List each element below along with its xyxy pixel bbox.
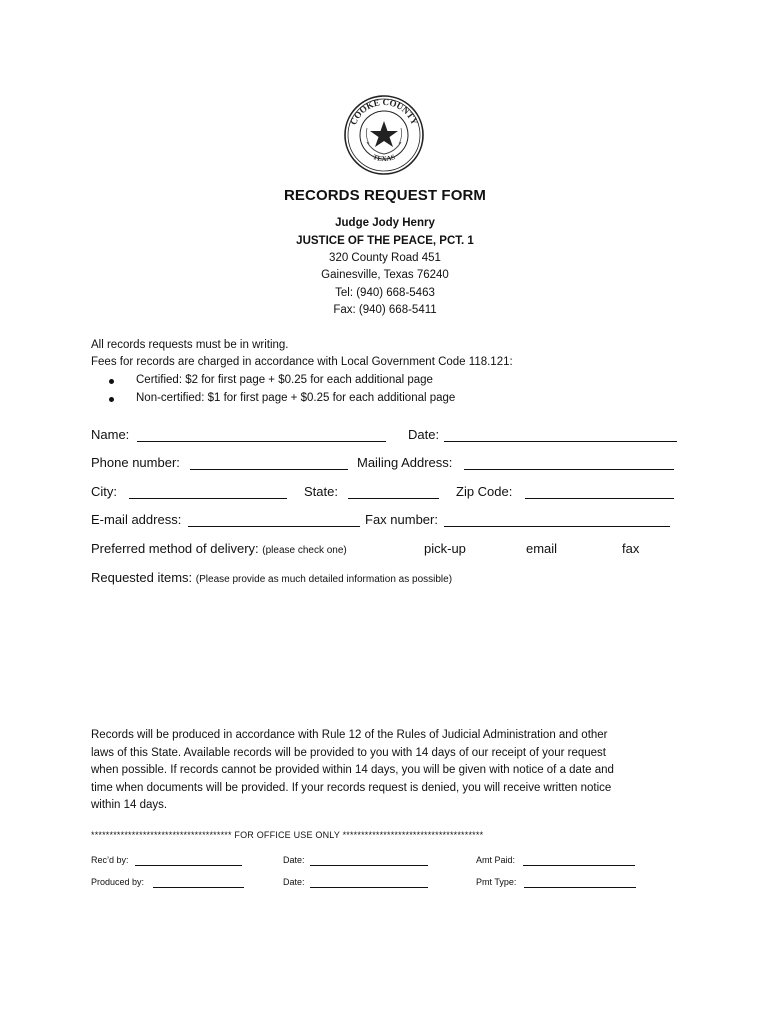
date1-field[interactable] [310, 865, 428, 866]
bullet-icon [109, 397, 114, 402]
amt-paid-field[interactable] [523, 865, 635, 866]
delivery-label: Preferred method of delivery: (please check one) [91, 541, 347, 556]
email-field[interactable] [188, 526, 360, 527]
date-field[interactable] [444, 441, 677, 442]
recd-by-field[interactable] [135, 865, 242, 866]
delivery-note: (please check one) [262, 545, 347, 556]
court-name: JUSTICE OF THE PEACE, PCT. 1 [296, 235, 474, 247]
state-field[interactable] [348, 498, 439, 499]
office-fax: Fax: (940) 668-5411 [333, 304, 437, 316]
office-city: Gainesville, Texas 76240 [321, 269, 449, 281]
fax-label: Fax number: [365, 512, 438, 527]
bullet-icon [109, 379, 114, 384]
email-label: E-mail address: [91, 512, 182, 527]
recd-by-label: Rec’d by: [91, 855, 129, 865]
name-label: Name: [91, 427, 130, 442]
state-label: State: [304, 484, 338, 499]
delivery-option-email[interactable]: email [526, 541, 558, 556]
office-tel: Tel: (940) 668-5463 [335, 287, 435, 299]
star-icon [370, 121, 398, 147]
pmt-type-field[interactable] [524, 887, 636, 888]
notice-paragraph: Records will be produced in accordance with Rule 12 of the Rules of Judicial Administration and other laws of this State. Available records will be provided to you with 14 days of our receipt of your request when possible. If records cannot be provided within 14 days, you will be given with notice of a date and time when documents will be provided. If your records request is denied, you will receive written notice within 14 days. [91, 729, 614, 811]
phone-field[interactable] [190, 469, 348, 470]
seal-bottom-text: TEXAS [371, 153, 397, 164]
date2-field[interactable] [310, 887, 428, 888]
delivery-option-pickup[interactable]: pick-up [424, 541, 466, 556]
fax-field[interactable] [444, 526, 670, 527]
pmt-type-label: Pmt Type: [476, 877, 517, 887]
zip-field[interactable] [525, 498, 674, 499]
intro-line-2: Fees for records are charged in accordance with Local Government Code 118.121: [91, 356, 513, 368]
phone-label: Phone number: [91, 455, 180, 470]
date-label: Date: [408, 427, 440, 442]
amt-paid-label: Amt Paid: [476, 855, 516, 865]
office-use-banner: ************************************** FOR OFFICE USE ONLY ************************************** [91, 830, 484, 840]
produced-by-field[interactable] [153, 887, 244, 888]
intro-line-1: All records requests must be in writing. [91, 339, 289, 351]
judge-name: Judge Jody Henry [335, 217, 435, 229]
mailing-label: Mailing Address: [357, 455, 453, 470]
zip-label: Zip Code: [456, 484, 513, 499]
requested-items-label: Requested items: (Please provide as much detailed information as possible) [91, 570, 453, 585]
requested-items-note: (Please provide as much detailed information as possible) [195, 574, 453, 585]
date1-label: Date: [283, 855, 305, 865]
mailing-address-field[interactable] [464, 469, 674, 470]
office-address: 320 County Road 451 [329, 252, 441, 264]
form-title: RECORDS REQUEST FORM [283, 187, 486, 204]
name-field[interactable] [137, 441, 386, 442]
seal-top-text: COOKE COUNTY [348, 96, 420, 127]
county-seal [343, 94, 425, 176]
produced-by-label: Produced by: [91, 877, 145, 887]
city-field[interactable] [129, 498, 287, 499]
city-label: City: [91, 484, 117, 499]
delivery-option-fax[interactable]: fax [622, 541, 640, 556]
requested-items-area[interactable] [91, 592, 681, 712]
date2-label: Date: [283, 877, 305, 887]
